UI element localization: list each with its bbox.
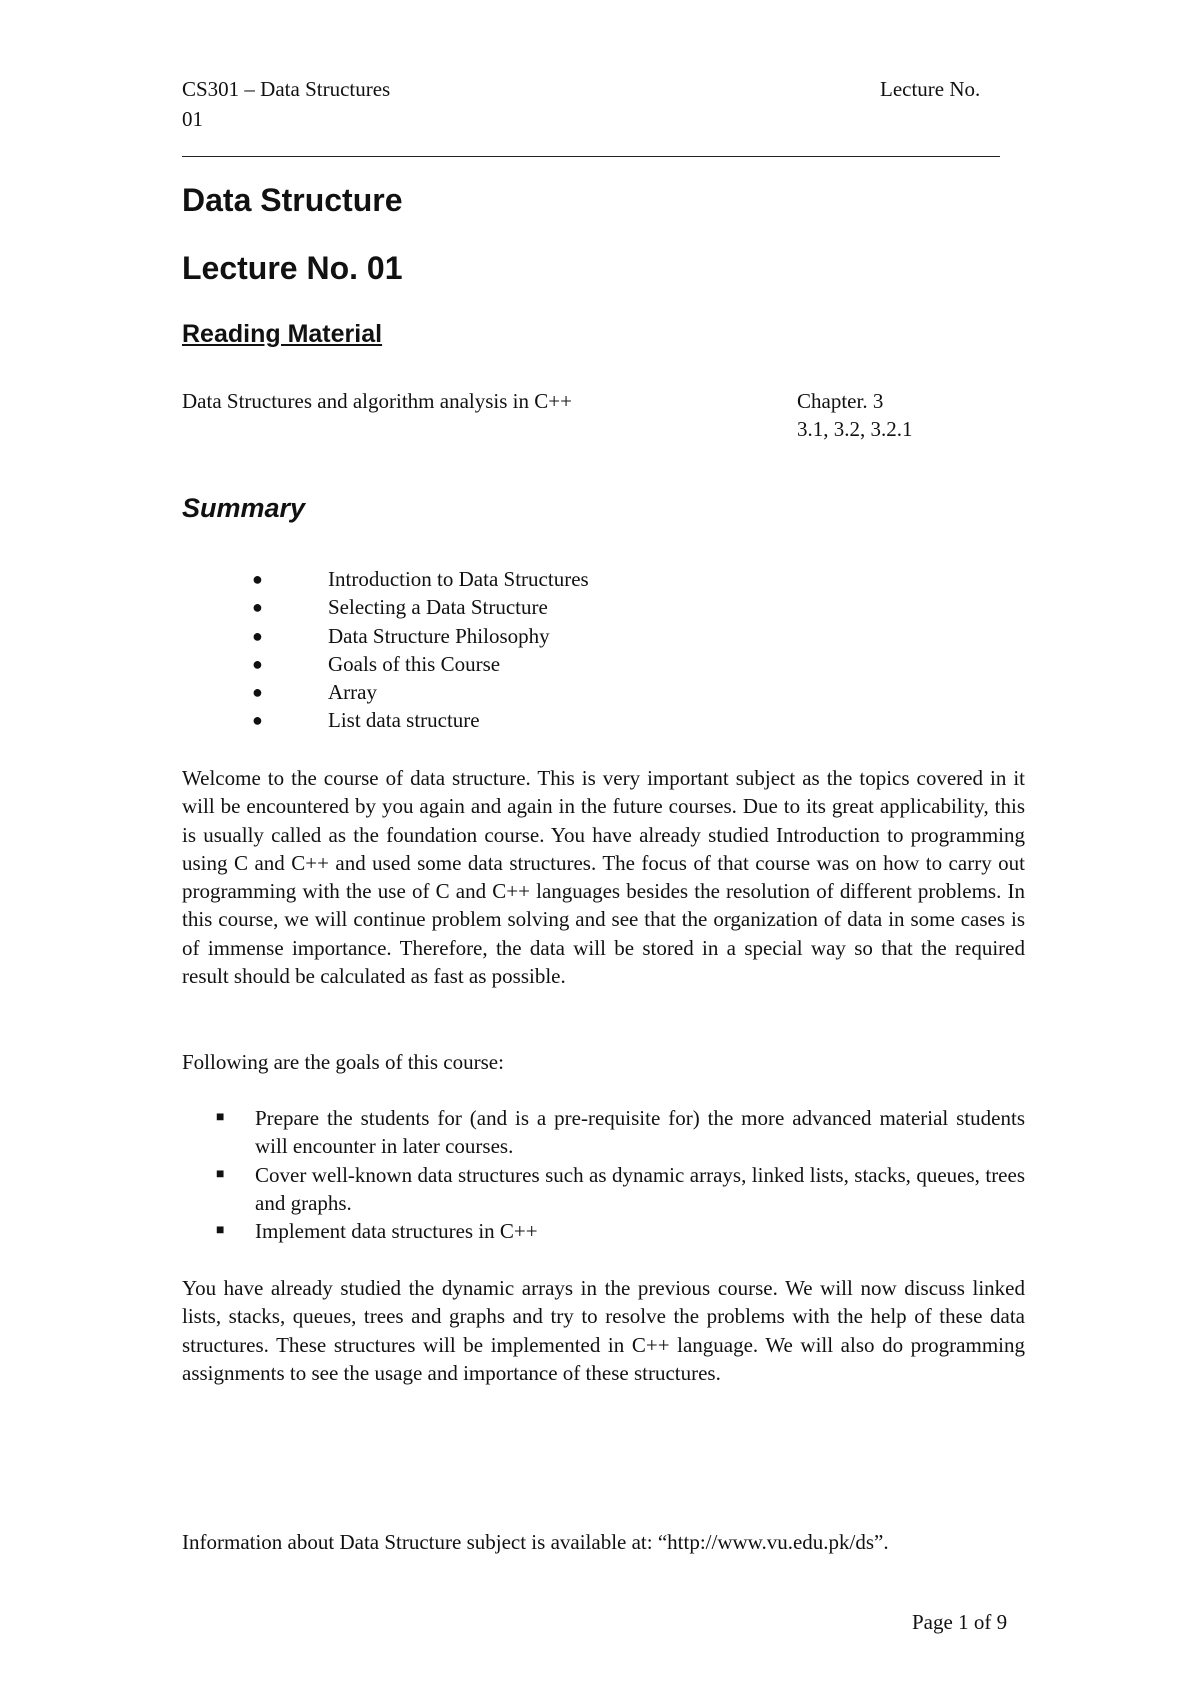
- list-item-text: Goals of this Course: [328, 651, 501, 676]
- chapter-sections: 3.1, 3.2, 3.2.1: [797, 417, 913, 441]
- goals-list: [216, 1104, 1025, 1245]
- bullet-icon: ●: [252, 625, 263, 646]
- running-header-left: [182, 74, 390, 134]
- list-item-text: Data Structure Philosophy: [328, 623, 550, 648]
- header-lecture-number: 01: [182, 107, 203, 131]
- summary-heading: Summary: [182, 493, 306, 523]
- list-item-text: Cover well-known data structures such as dynamic arrays, linked lists, stacks, queues, trees and graphs.: [255, 1162, 1025, 1215]
- course-code: CS301 – Data Structures: [182, 77, 391, 101]
- chapter-label: Chapter. 3: [797, 389, 884, 413]
- list-item: [252, 565, 852, 593]
- list-item: [252, 593, 852, 621]
- reference-chapter: [797, 387, 913, 443]
- list-item-text: Implement data structures in C++: [255, 1219, 538, 1244]
- list-item: [252, 622, 852, 650]
- list-item: [252, 678, 852, 706]
- list-item: [216, 1217, 1025, 1245]
- list-item: [252, 706, 852, 734]
- reference-book: Data Structures and algorithm analysis in C++: [182, 389, 572, 413]
- info-line: Information about Data Structure subject is available at: “http://www.vu.edu.pk/ds”.: [182, 1530, 889, 1554]
- goals-intro: Following are the goals of this course:: [182, 1050, 504, 1074]
- lecture-title: Lecture No. 01: [182, 250, 403, 286]
- closing-paragraph: You have already studied the dynamic arrays in the previous course. We will now discuss linked lists, stacks, queues, trees and graphs and try to resolve the problems with the help of these data structures. These structures will be implemented in C++ language. We will also do programming assignments to see the usage and importance of these structures.: [182, 1276, 1025, 1385]
- bullet-icon: ●: [252, 710, 263, 731]
- bullet-icon: ●: [252, 682, 263, 703]
- square-bullet-icon: ■: [216, 1110, 225, 1125]
- square-bullet-icon: ■: [216, 1223, 225, 1239]
- header-rule: [182, 156, 1000, 157]
- reading-material-heading: Reading Material: [182, 320, 383, 348]
- list-item-text: Prepare the students for (and is a pre-requisite for) the more advanced material students will encounter in later courses.: [255, 1106, 1025, 1159]
- square-bullet-icon: ■: [216, 1166, 225, 1182]
- bullet-icon: ●: [252, 569, 263, 589]
- list-item-text: Array: [328, 680, 377, 705]
- list-item-text: List data structure: [328, 708, 480, 733]
- document-title: Data Structure: [182, 182, 403, 218]
- page-number: Page 1 of 9: [912, 1610, 1008, 1634]
- bullet-icon: ●: [252, 597, 263, 618]
- list-item-text: Selecting a Data Structure: [328, 595, 548, 620]
- list-item-text: Introduction to Data Structures: [328, 567, 589, 591]
- bullet-icon: ●: [252, 653, 263, 674]
- list-item: [216, 1161, 1025, 1218]
- list-item: [252, 650, 852, 678]
- header-lecture-label: Lecture No.: [880, 77, 981, 101]
- list-item: [216, 1104, 1025, 1161]
- intro-paragraph: Welcome to the course of data structure. This is very important subject as the topics covered in it will be encountered by you again and again in the future courses. Due to its great applicability, this is usually called as the foundation course. You have already studied Introduction to programming using C and C++ and used some data structures. The focus of that course was on how to carry out programming with the use of C and C++ languages besides the resolution of different problems. In this course, we will continue problem solving and see that the organization of data in some cases is of immense importance. Therefore, the data will be stored in a special way so that the required result should be calculated as fast as possible.: [182, 766, 1025, 989]
- summary-list: [252, 565, 852, 735]
